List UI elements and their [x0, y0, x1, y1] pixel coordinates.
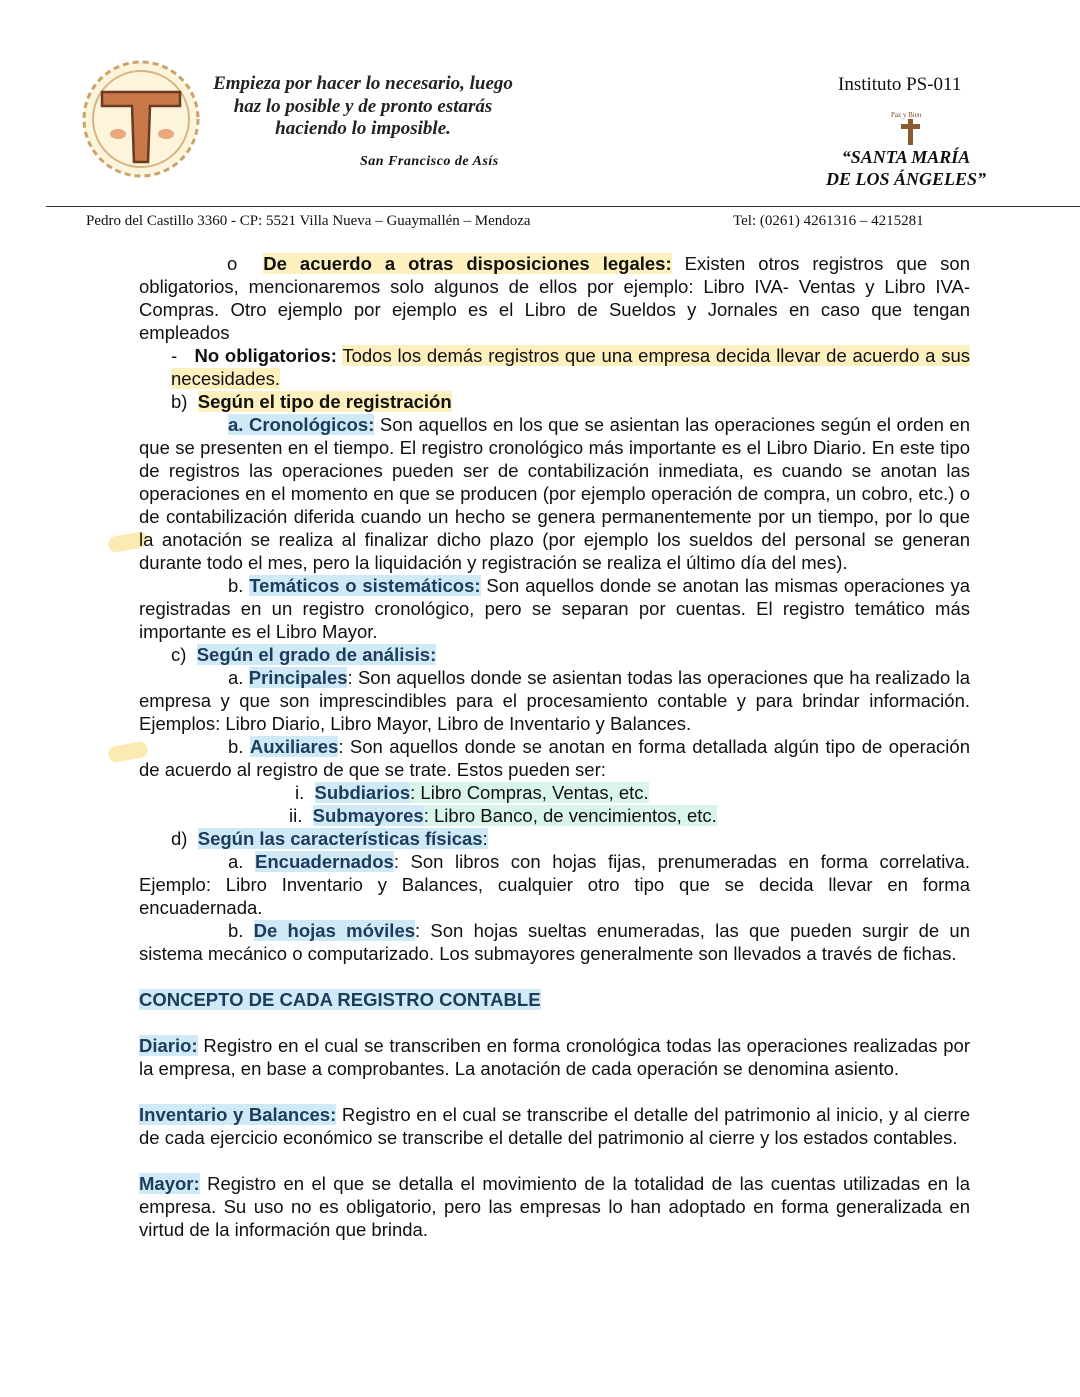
paragraph-no-obligatorios: - No obligatorios: Todos los demás registros que una empresa decida llevar de acuerdo a sus necesidades. [171, 345, 970, 389]
paragraph-hojas-moviles: b. De hojas móviles: Son hojas sueltas enumeradas, las que pueden surgir de un sistema mecánico o computarizado. Los submayores generalmente son llevados a través de fichas. [139, 920, 970, 964]
paragraph-cronologicos [139, 413, 970, 574]
phone: Tel: (0261) 4261316 – 4215281 [733, 213, 924, 229]
school-name-line: “SANTA MARÍA [841, 147, 971, 167]
no-oblig-text: Todos los demás registros que una empresa decida llevar de acuerdo a sus necesidades. [171, 345, 970, 389]
sub-item-ii: ii. Submayores: Libro Banco, de vencimientos, etc. [289, 805, 717, 826]
cron-title: a. Cronológicos: [228, 414, 375, 435]
section-c: c) Según el grado de análisis: [171, 644, 437, 665]
enc-text: : Son libros con hojas fijas, prenumeradas en forma correlativa. Ejemplo: Libro Inventario y Balances, cualquier otro tipo que se decida llevar en forma encuadernada. [139, 851, 970, 918]
cross-icon [887, 105, 935, 147]
sub-i-text: : Libro Compras, Ventas, etc. [410, 782, 649, 803]
mayor-text: Registro en el que se detalla el movimiento de la totalidad de las cuentas utilizadas en la empresa. Su uso no es obligatorio, pero las empresas lo han adoptado en forma generalizada en virtud de la información que brinda. [139, 1173, 971, 1240]
header-quote [207, 73, 519, 141]
tau-logo [80, 58, 202, 180]
cron-text: Son aquellos en los que se asientan las operaciones según el orden en que se presenten en el tiempo. El registro cronológico más importante es el Libro Diario. En este tipo de registros las operaciones pueden ser de contabilización inmediata, es cuando se anotan las operaciones en el momento en que se producen (por ejemplo operación de compra, un cobro, etc.) o de contabilización diferida cuando un hecho se genera permanentemente por un tiempo, por lo que la anotación se realiza al finalizar dicho plazo (por ejemplo los sueldos del personal se generan durante todo el mes, pero la liquidación y registración se realiza el último día del mes). [139, 414, 970, 573]
d-title: Según las características físicas [197, 828, 483, 849]
quote-line: Empieza por hacer lo necesario, luego [213, 73, 513, 94]
paragraph-principales: a. Principales: Son aquellos donde se asientan todas las operaciones que ha realizado la empresa y que son imprescindibles para el procesamiento contable y para brindar información. Ejemplos: Libro Diario, Libro Mayor, Libro de Inventario y Balances. [139, 667, 970, 734]
address: Pedro del Castillo 3360 - CP: 5521 Villa Nueva – Guaymallén – Mendoza [86, 213, 531, 229]
institute-code: Instituto PS-011 [838, 74, 962, 95]
paragraph-mayor [139, 1172, 970, 1241]
diario-text: Registro en el cual se transcriben en forma cronológica todas las operaciones realizadas por la empresa, en base a comprobantes. La anotación de cada operación se denomina asiento. [139, 1035, 971, 1079]
hoj-title: De hojas móviles [253, 920, 416, 941]
document-body [139, 252, 970, 1241]
tem-title: Temáticos o sistemáticos: [249, 575, 481, 596]
b-title: Según el tipo de registración [197, 391, 452, 412]
sub-ii-title: Submayores [312, 805, 424, 826]
section-d: d) Según las características físicas: [171, 828, 488, 849]
aux-title: Auxiliares [249, 736, 339, 757]
prin-text: : Son aquellos donde se asientan todas las operaciones que ha realizado la empresa y que son imprescindibles para el procesamiento contable y para brindar información. Ejemplos: Libro Diario, Libro Mayor, Libro de Inventario y Balances. [139, 667, 970, 734]
diario-title: Diario: [139, 1035, 198, 1056]
c-title: Según el grado de análisis: [196, 644, 437, 665]
otras-title: De acuerdo a otras disposiciones legales: [263, 253, 672, 274]
aux-text: : Son aquellos donde se anotan en forma detallada algún tipo de operación de acuerdo al registro de que se trate. Estos pueden ser: [139, 736, 970, 780]
prin-title: Principales [248, 667, 348, 688]
section-b: b) Según el tipo de registración [171, 391, 452, 412]
sub-i-title: Subdiarios [314, 782, 411, 803]
paragraph-tematicos: b. Temáticos o sistemáticos: Son aquellos donde se anotan las mismas operaciones ya registradas en un registro cronológico, pero se separan por cuentas. El registro temático más importante es el Libro Mayor. [139, 575, 971, 642]
no-oblig-title: No obligatorios: [194, 345, 337, 366]
mayor-title: Mayor: [139, 1173, 200, 1194]
quote-author: San Francisco de Asís [360, 154, 499, 169]
quote-line: haciendo lo imposible. [275, 118, 451, 139]
paragraph-otras: o De acuerdo a otras disposiciones legales: Existen otros registros que son obligatorios, mencionaremos solo algunos de ellos por ejemplo: Libro IVA- Ventas y Libro IVA-Compras. Otro ejemplo por ejemplo es el Libro de Sueldos y Jornales en caso que tengan empleados [139, 253, 971, 343]
concepto-heading-text: CONCEPTO DE CADA REGISTRO CONTABLE [139, 989, 541, 1010]
inv-text: Registro en el cual se transcribe el detalle del patrimonio al inicio, y al cierre de cada ejercicio económico se transcribe el detalle del patrimonio al cierre y los estados contables. [139, 1104, 970, 1148]
header-divider [46, 206, 1080, 207]
tem-text: Son aquellos donde se anotan las mismas operaciones ya registradas en un registro cronológico, pero se separan por cuentas. El registro temático más importante es el Libro Mayor. [139, 575, 971, 642]
quote-line: haz lo posible y de pronto estarás [233, 95, 493, 117]
paragraph-inventario [139, 1103, 970, 1149]
motto-text: Paz y Bien [891, 111, 922, 119]
otras-text: Existen otros registros que son obligatorios, mencionaremos solo algunos de ellos por ejemplo: Libro IVA- Ventas y Libro IVA-Compras. Otro ejemplo por ejemplo es el Libro de Sueldos y Jornales en caso que tengan empleados [139, 253, 971, 343]
paragraph-diario [139, 1034, 970, 1080]
sub-ii-text: : Libro Banco, de vencimientos, etc. [423, 805, 717, 826]
inv-title: Inventario y Balances: [139, 1104, 337, 1125]
hoj-text: : Son hojas sueltas enumeradas, las que pueden surgir de un sistema mecánico o computarizado. Los submayores generalmente son llevados a través de fichas. [139, 920, 970, 964]
concepto-heading [139, 988, 970, 1011]
paragraph-auxiliares: b. Auxiliares: Son aquellos donde se anotan en forma detallada algún tipo de operación de acuerdo al registro de que se trate. Estos pueden ser: [139, 736, 970, 780]
school-name-line: DE LOS ÁNGELES” [825, 169, 987, 189]
school-name [806, 146, 1006, 190]
paragraph-encuadernados: a. Encuadernados: Son libros con hojas fijas, prenumeradas en forma correlativa. Ejemplo: Libro Inventario y Balances, cualquier otro tipo que se decida llevar en forma encuadernada. [139, 851, 970, 918]
enc-title: Encuadernados [255, 851, 394, 872]
sub-item-i: i. Subdiarios: Libro Compras, Ventas, etc. [295, 782, 649, 803]
